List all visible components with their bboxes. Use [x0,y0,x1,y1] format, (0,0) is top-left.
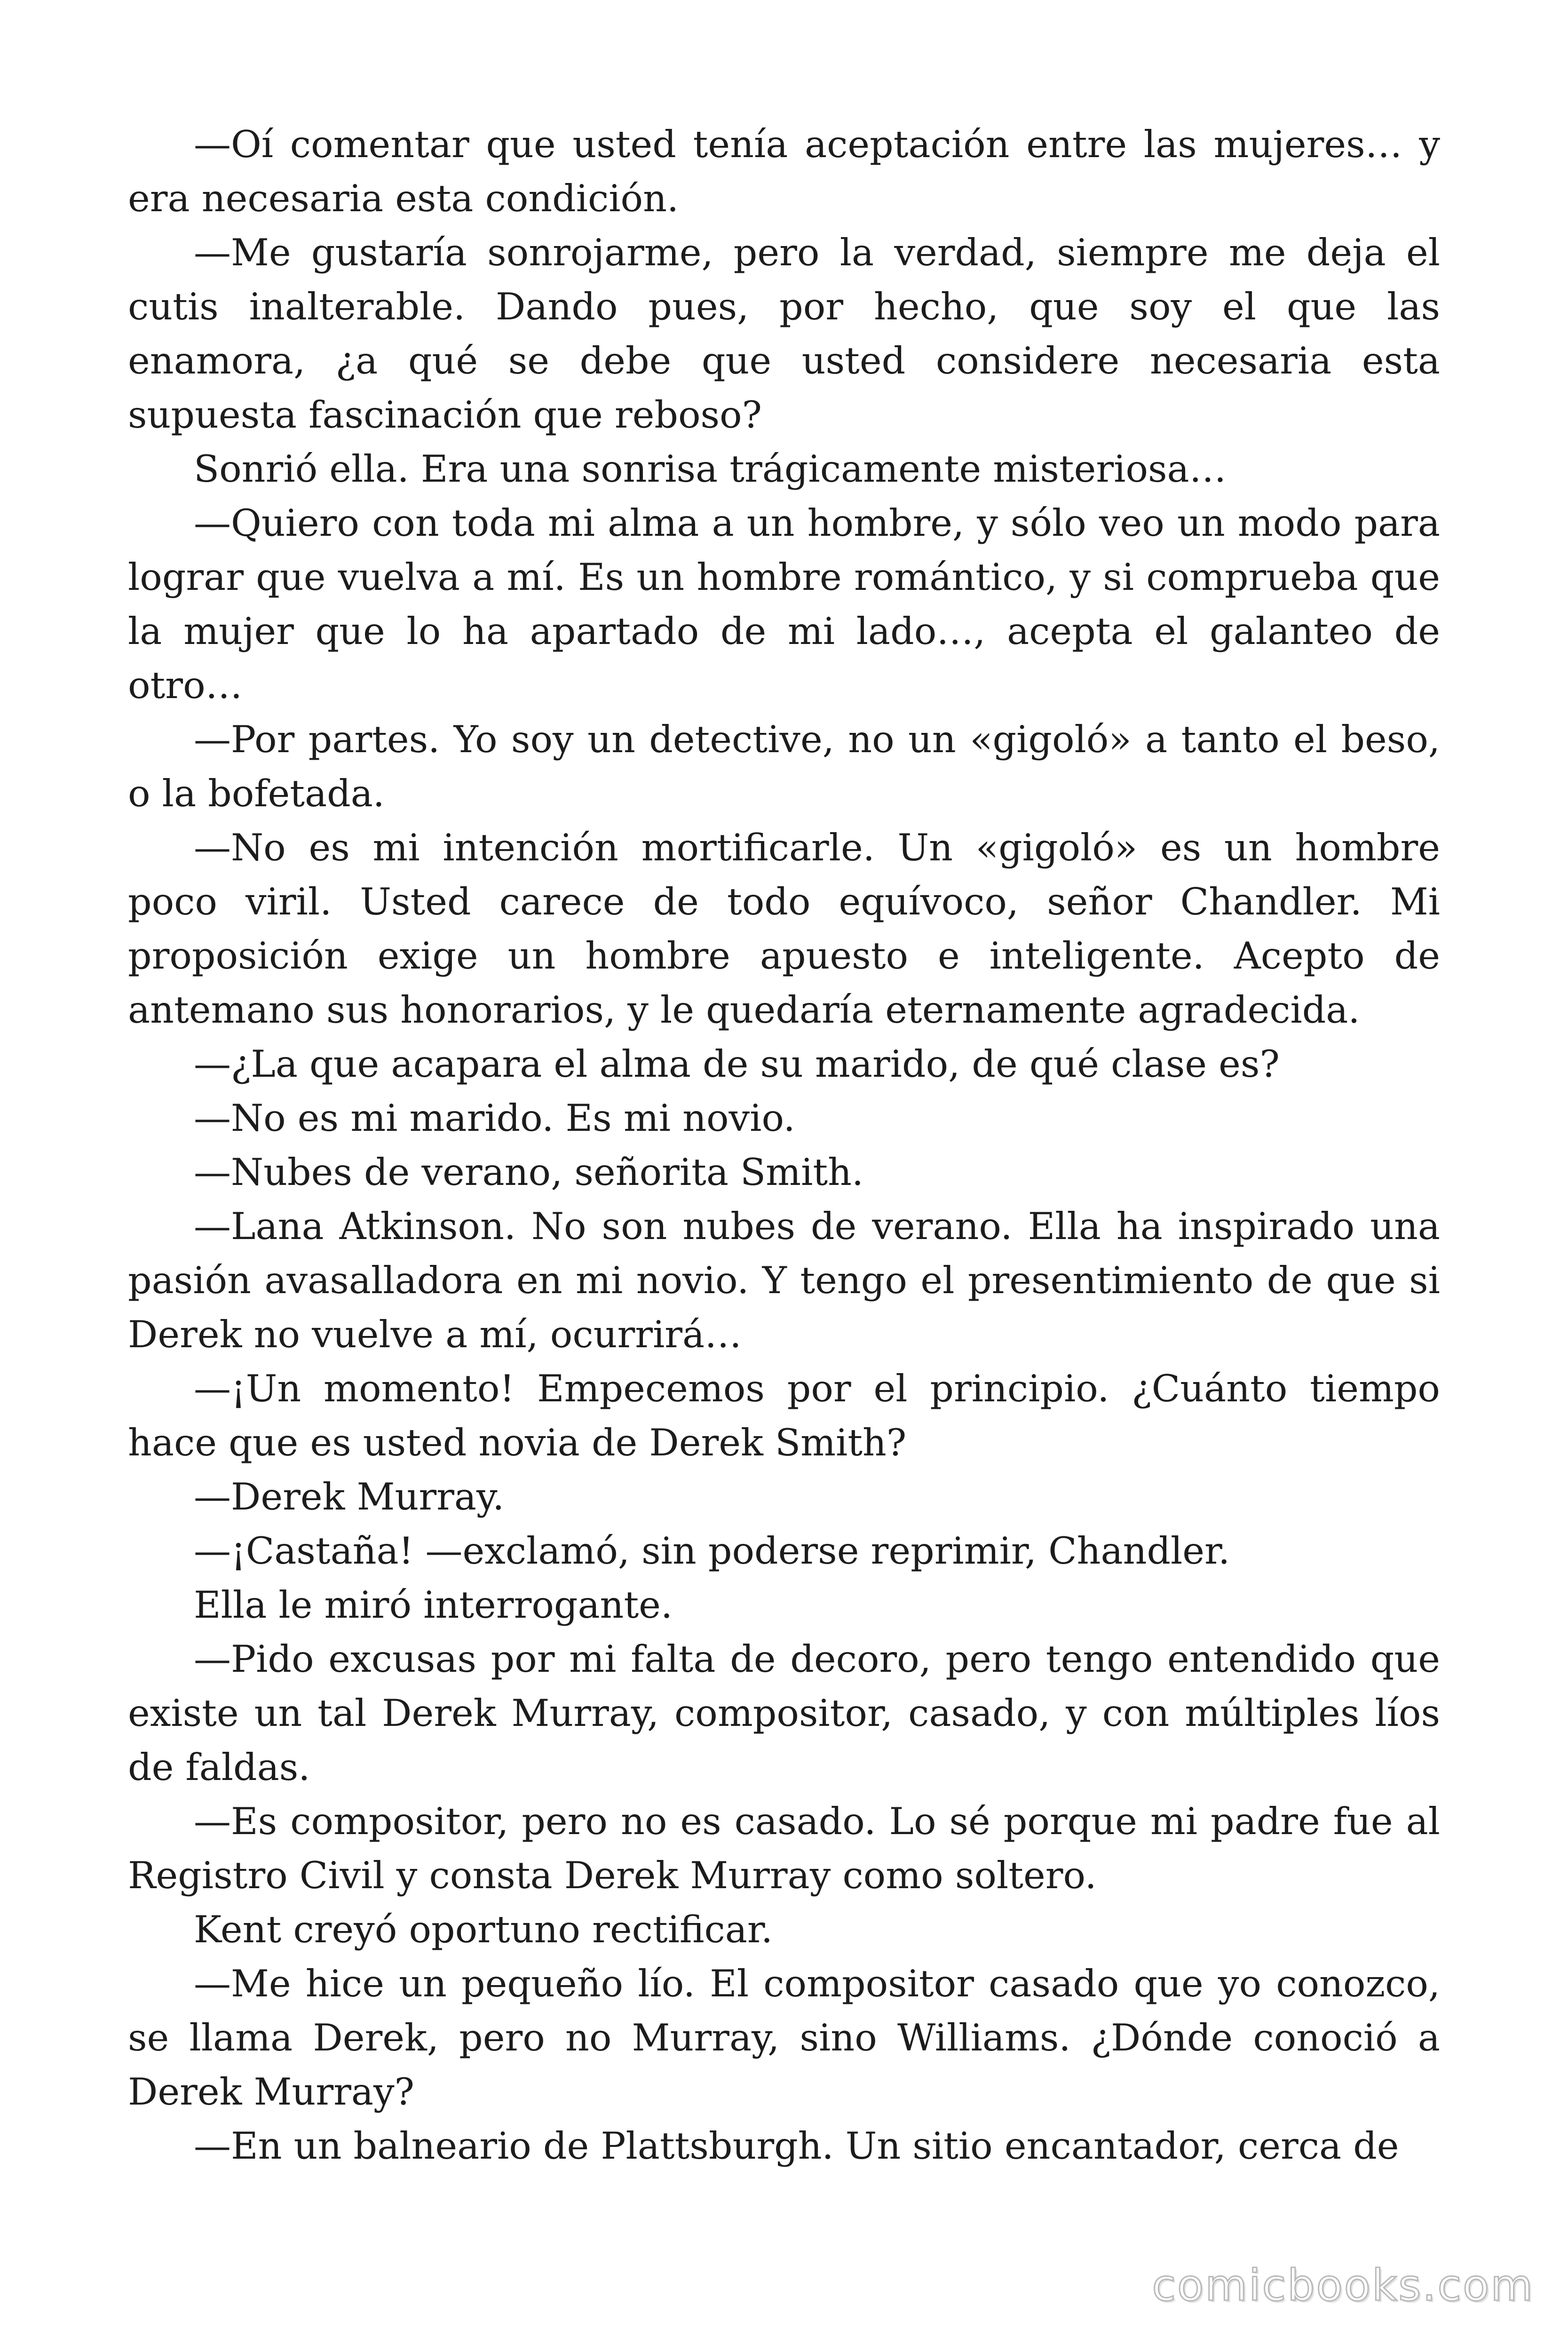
paragraph: Ella le miró interrogante. [194,1583,673,1627]
paragraph: —Me gustaría sonrojarme, pero la verdad, siempre me deja el cutis inalterable. Dando pues, por hecho, que soy el que las enamora, ¿a qué se debe que usted considere necesaria esta supuesta fascinación que reboso? [128,231,1440,437]
paragraph: —Quiero con toda mi alma a un hombre, y sólo veo un modo para lograr que vuelva a mí. Es un hombre romántico, y si comprueba que la mujer que lo ha apartado de mi lado…, acepta el galanteo de otro… [128,501,1440,707]
paragraph: —No es mi intención mortificarle. Un «gigoló» es un hombre poco viril. Usted carece de todo equívoco, señor Chandler. Mi proposición exige un hombre apuesto e inteligente. Acepto de antemano sus honorarios, y le quedaría eternamente agradecida. [128,826,1440,1032]
paragraph: —Pido excusas por mi falta de decoro, pero tengo entendido que existe un tal Derek Murray, compositor, casado, y con múltiples líos de faldas. [128,1637,1440,1789]
watermark-text: comicbooks.com [1152,2260,1534,2311]
paragraph: —No es mi marido. Es mi novio. [194,1097,795,1140]
paragraph: Sonrió ella. Era una sonrisa trágicamente misteriosa… [194,447,1227,491]
paragraph: —Oí comentar que usted tenía aceptación entre las mujeres… y era necesaria esta condición. [128,123,1440,220]
paragraph: —Es compositor, pero no es casado. Lo sé porque mi padre fue al Registro Civil y consta Derek Murray como soltero. [128,1800,1440,1897]
paragraph: —Derek Murray. [194,1475,505,1518]
paragraph: —¿La que acapara el alma de su marido, de qué clase es? [194,1042,1280,1086]
paragraph: —En un balneario de Plattsburgh. Un sitio encantador, cerca de [194,2124,1399,2168]
paragraph: —¡Castaña! —exclamó, sin poderse reprimir, Chandler. [194,1529,1230,1573]
paragraph: —Lana Atkinson. No son nubes de verano. Ella ha inspirado una pasión avasalladora en mi novio. Y tengo el presentimiento de que si Derek no vuelve a mí, ocurrirá… [128,1205,1440,1356]
paragraph: Kent creyó oportuno rectificar. [194,1908,773,1951]
paragraph: —¡Un momento! Empecemos por el principio. ¿Cuánto tiempo hace que es usted novia de Derek Smith? [128,1367,1440,1464]
page-text [128,118,1440,2173]
paragraph: —Por partes. Yo soy un detective, no un «gigoló» a tanto el beso, o la bofetada. [128,718,1440,815]
paragraph: —Me hice un pequeño lío. El compositor casado que yo conozco, se llama Derek, pero no Murray, sino Williams. ¿Dónde conoció a Derek Murray? [128,1962,1440,2114]
paragraph: —Nubes de verano, señorita Smith. [194,1151,864,1194]
